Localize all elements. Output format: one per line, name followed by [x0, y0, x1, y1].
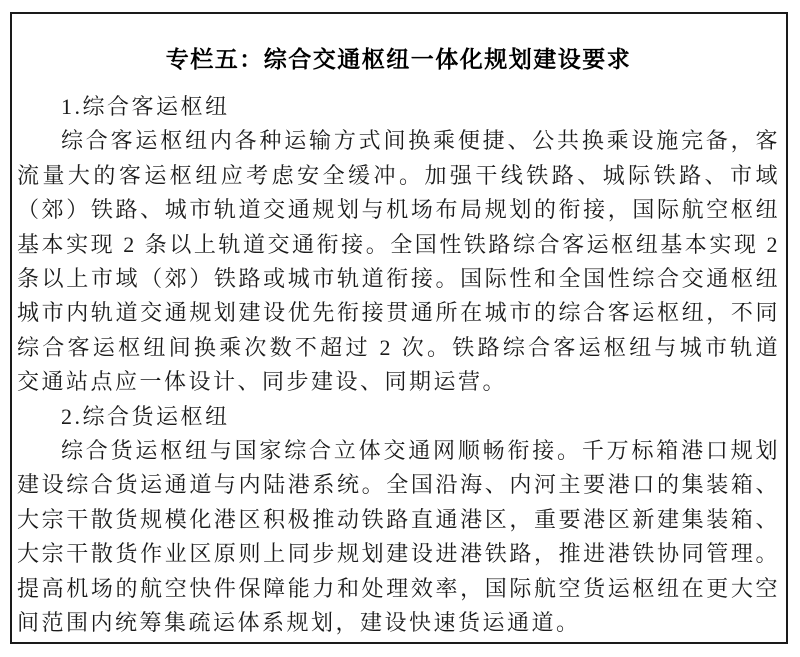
section-2-heading: 2.综合货运枢纽 — [61, 403, 230, 429]
box-title: 专栏五：综合交通枢纽一体化规划建设要求 — [165, 46, 632, 72]
section-1-heading: 1.综合客运枢纽 — [61, 94, 230, 119]
section-1-body: 综合客运枢纽内各种运输方式间换乘便捷、公共换乘设施完备，客流量大的客运枢纽应考虑安全缓冲。加强干线铁路、城际铁路、市域（郊）铁路、城市轨道交通规划与机场布局规划的衔接，国际航空枢纽基本实现 2 条以上轨道交通衔接。全国性铁路综合客运枢纽基本实现 2 条以上市域（郊）铁路或城市轨道衔接。国际性和全国性综合交通枢纽城市内轨道交通规划建设优先衔接贯通所在城市的综合客运枢纽，不同综合客运枢纽间换乘次数不超过 2 次。铁路综合客运枢纽与城市轨道交通站点应一体设计、同步建设、同期运营。 — [17, 128, 780, 395]
feature-box-column-5 — [10, 12, 788, 644]
section-2-body: 综合货运枢纽与国家综合立体交通网顺畅衔接。千万标箱港口规划建设综合货运通道与内陆港系统。全国沿海、内河主要港口的集装箱、大宗干散货规模化港区积极推动铁路直通港区，重要港区新建集装箱、大宗干散货作业区原则上同步规划建设进港铁路，推进港铁协同管理。提高机场的航空快件保障能力和处理效率，国际航空货运枢纽在更大空间范围内统筹集疏运体系规划，建设快速货运通道。 — [17, 438, 780, 636]
